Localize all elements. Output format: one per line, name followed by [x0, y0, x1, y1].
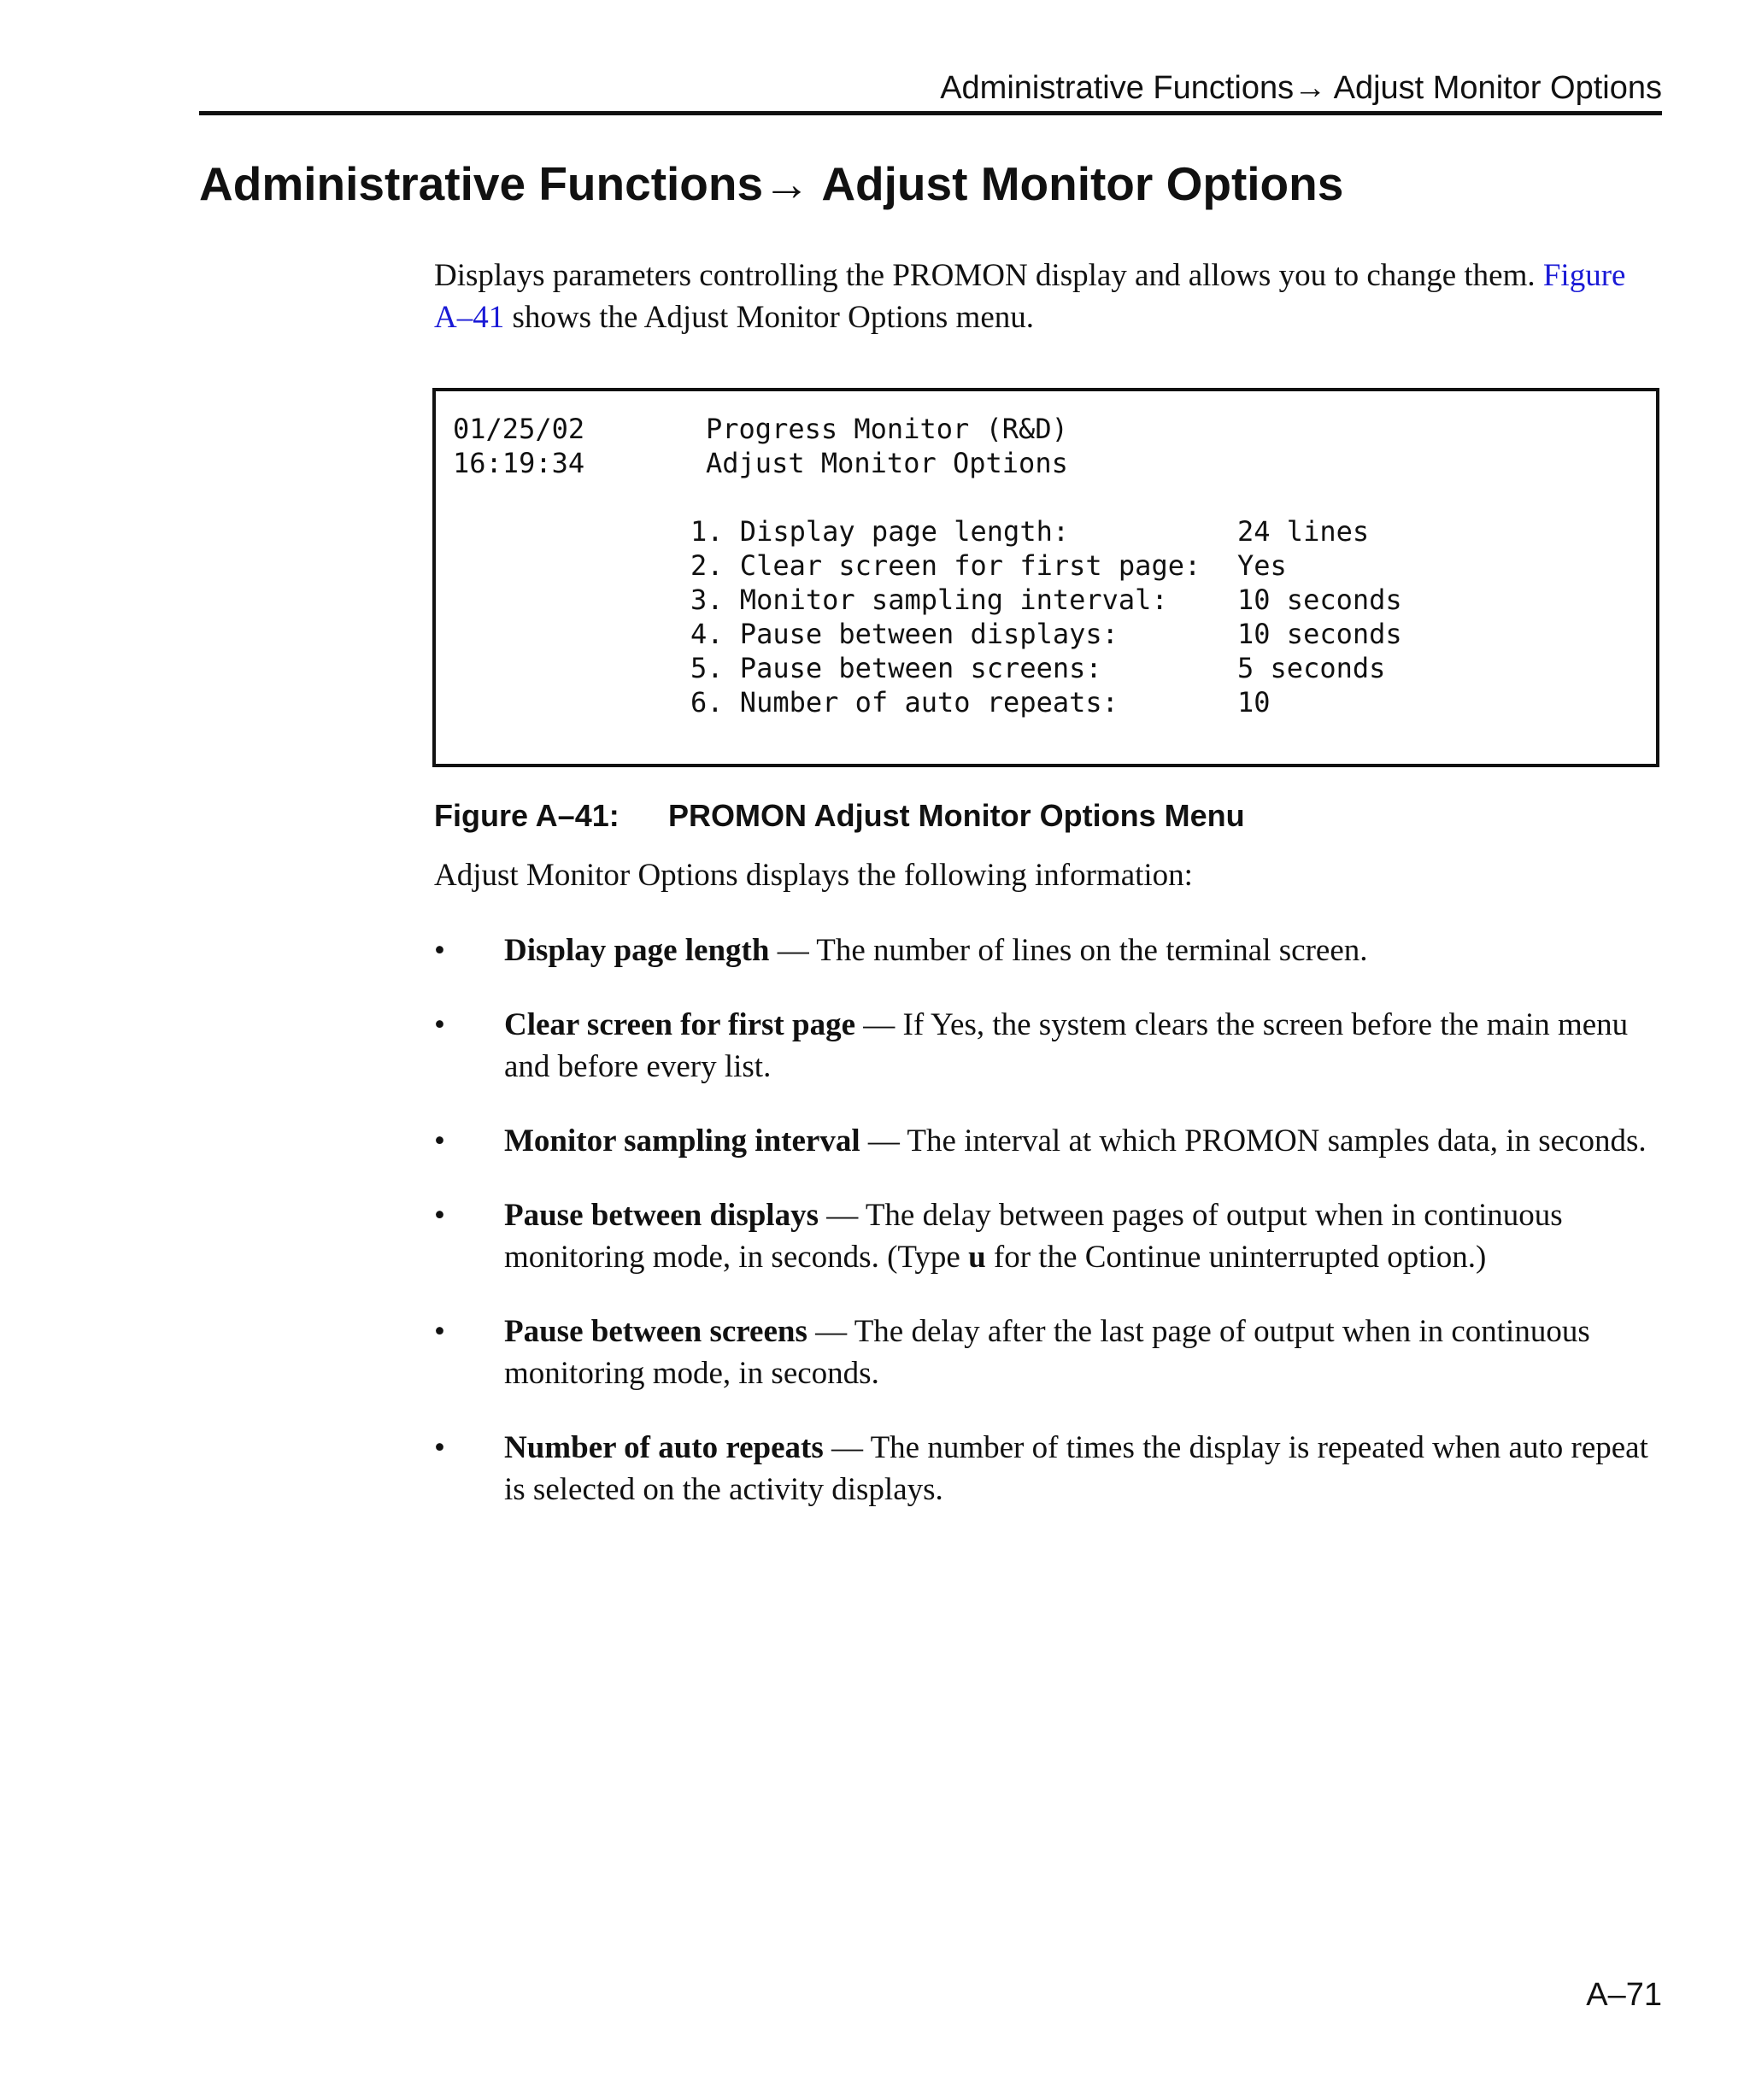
bullet-text: — If Yes, the system clears the screen before the main menu and before every list.: [504, 1007, 1629, 1084]
list-item: [434, 1194, 1662, 1278]
bullet-term: Monitor sampling interval: [504, 1123, 860, 1159]
option-value: 10 seconds: [1237, 584, 1402, 616]
option-value: 5 seconds: [1237, 652, 1386, 684]
bullet-icon: •: [434, 1123, 445, 1159]
list-item: [434, 930, 1662, 971]
lead-paragraph: Adjust Monitor Options displays the following information:: [434, 858, 1193, 893]
bullet-text: — The number of lines on the terminal screen.: [769, 933, 1368, 968]
list-item: [434, 1311, 1662, 1394]
intro-paragraph: [434, 255, 1662, 338]
option-label: 6. Number of auto repeats:: [690, 686, 1119, 719]
option-value: 10: [1237, 686, 1271, 719]
option-value: Yes: [1237, 549, 1287, 582]
bullet-text: — The interval at which PROMON samples data, in seconds.: [860, 1123, 1647, 1159]
list-item: [434, 1004, 1662, 1088]
bullet-term: Clear screen for first page: [504, 1007, 855, 1042]
bullet-icon: •: [434, 1430, 445, 1465]
figure-number: Figure A–41:: [434, 798, 620, 833]
bullet-list: [434, 930, 1662, 1543]
option-value: 10 seconds: [1237, 618, 1402, 650]
bullet-text: — The delay between pages of output when in continuous monitoring mode, in seconds. (Type: [504, 1198, 1563, 1275]
option-label: 5. Pause between screens:: [690, 652, 1102, 684]
terminal-screen-figure: [432, 388, 1659, 767]
terminal-date: 01/25/02: [453, 413, 585, 445]
option-label: 4. Pause between displays:: [690, 618, 1119, 650]
running-header: Administrative Functions→ Adjust Monitor Options: [940, 70, 1662, 106]
page-number: A–71: [1586, 1977, 1662, 2013]
bullet-key: u: [968, 1240, 986, 1275]
bullet-text: — The number of times the display is repeated when auto repeat is selected on the activity displays.: [504, 1430, 1648, 1507]
bullet-term: Number of auto repeats: [504, 1430, 824, 1465]
header-rule: [199, 111, 1662, 115]
list-item: [434, 1120, 1662, 1162]
intro-text-before: Displays parameters controlling the PROMON display and allows you to change them.: [434, 258, 1543, 293]
bullet-icon: •: [434, 1314, 445, 1349]
option-value: 24 lines: [1237, 515, 1370, 548]
terminal-time: 16:19:34: [453, 447, 585, 479]
intro-text-after: shows the Adjust Monitor Options menu.: [504, 300, 1035, 335]
list-item: [434, 1427, 1662, 1510]
option-label: 3. Monitor sampling interval:: [690, 584, 1168, 616]
terminal-title: Progress Monitor (R&D): [706, 413, 1068, 445]
bullet-term: Pause between screens: [504, 1314, 807, 1349]
bullet-icon: •: [434, 1198, 445, 1233]
terminal-subtitle: Adjust Monitor Options: [706, 447, 1068, 479]
bullet-text: — The delay after the last page of output when in continuous monitoring mode, in seconds.: [504, 1314, 1590, 1391]
figure-caption: [434, 795, 1662, 837]
figure-cross-reference-link[interactable]: Figure A–41: [434, 258, 1626, 335]
option-label: 2. Clear screen for first page:: [690, 549, 1201, 582]
figure-caption-text: PROMON Adjust Monitor Options Menu: [668, 798, 1245, 833]
bullet-icon: •: [434, 933, 445, 968]
option-label: 1. Display page length:: [690, 515, 1070, 548]
bullet-term: Pause between displays: [504, 1198, 819, 1233]
page-title: Administrative Functions→ Adjust Monitor Options: [199, 157, 1344, 210]
bullet-term: Display page length: [504, 933, 770, 968]
bullet-text-after: for the Continue uninterrupted option.): [985, 1240, 1487, 1275]
bullet-icon: •: [434, 1007, 445, 1042]
